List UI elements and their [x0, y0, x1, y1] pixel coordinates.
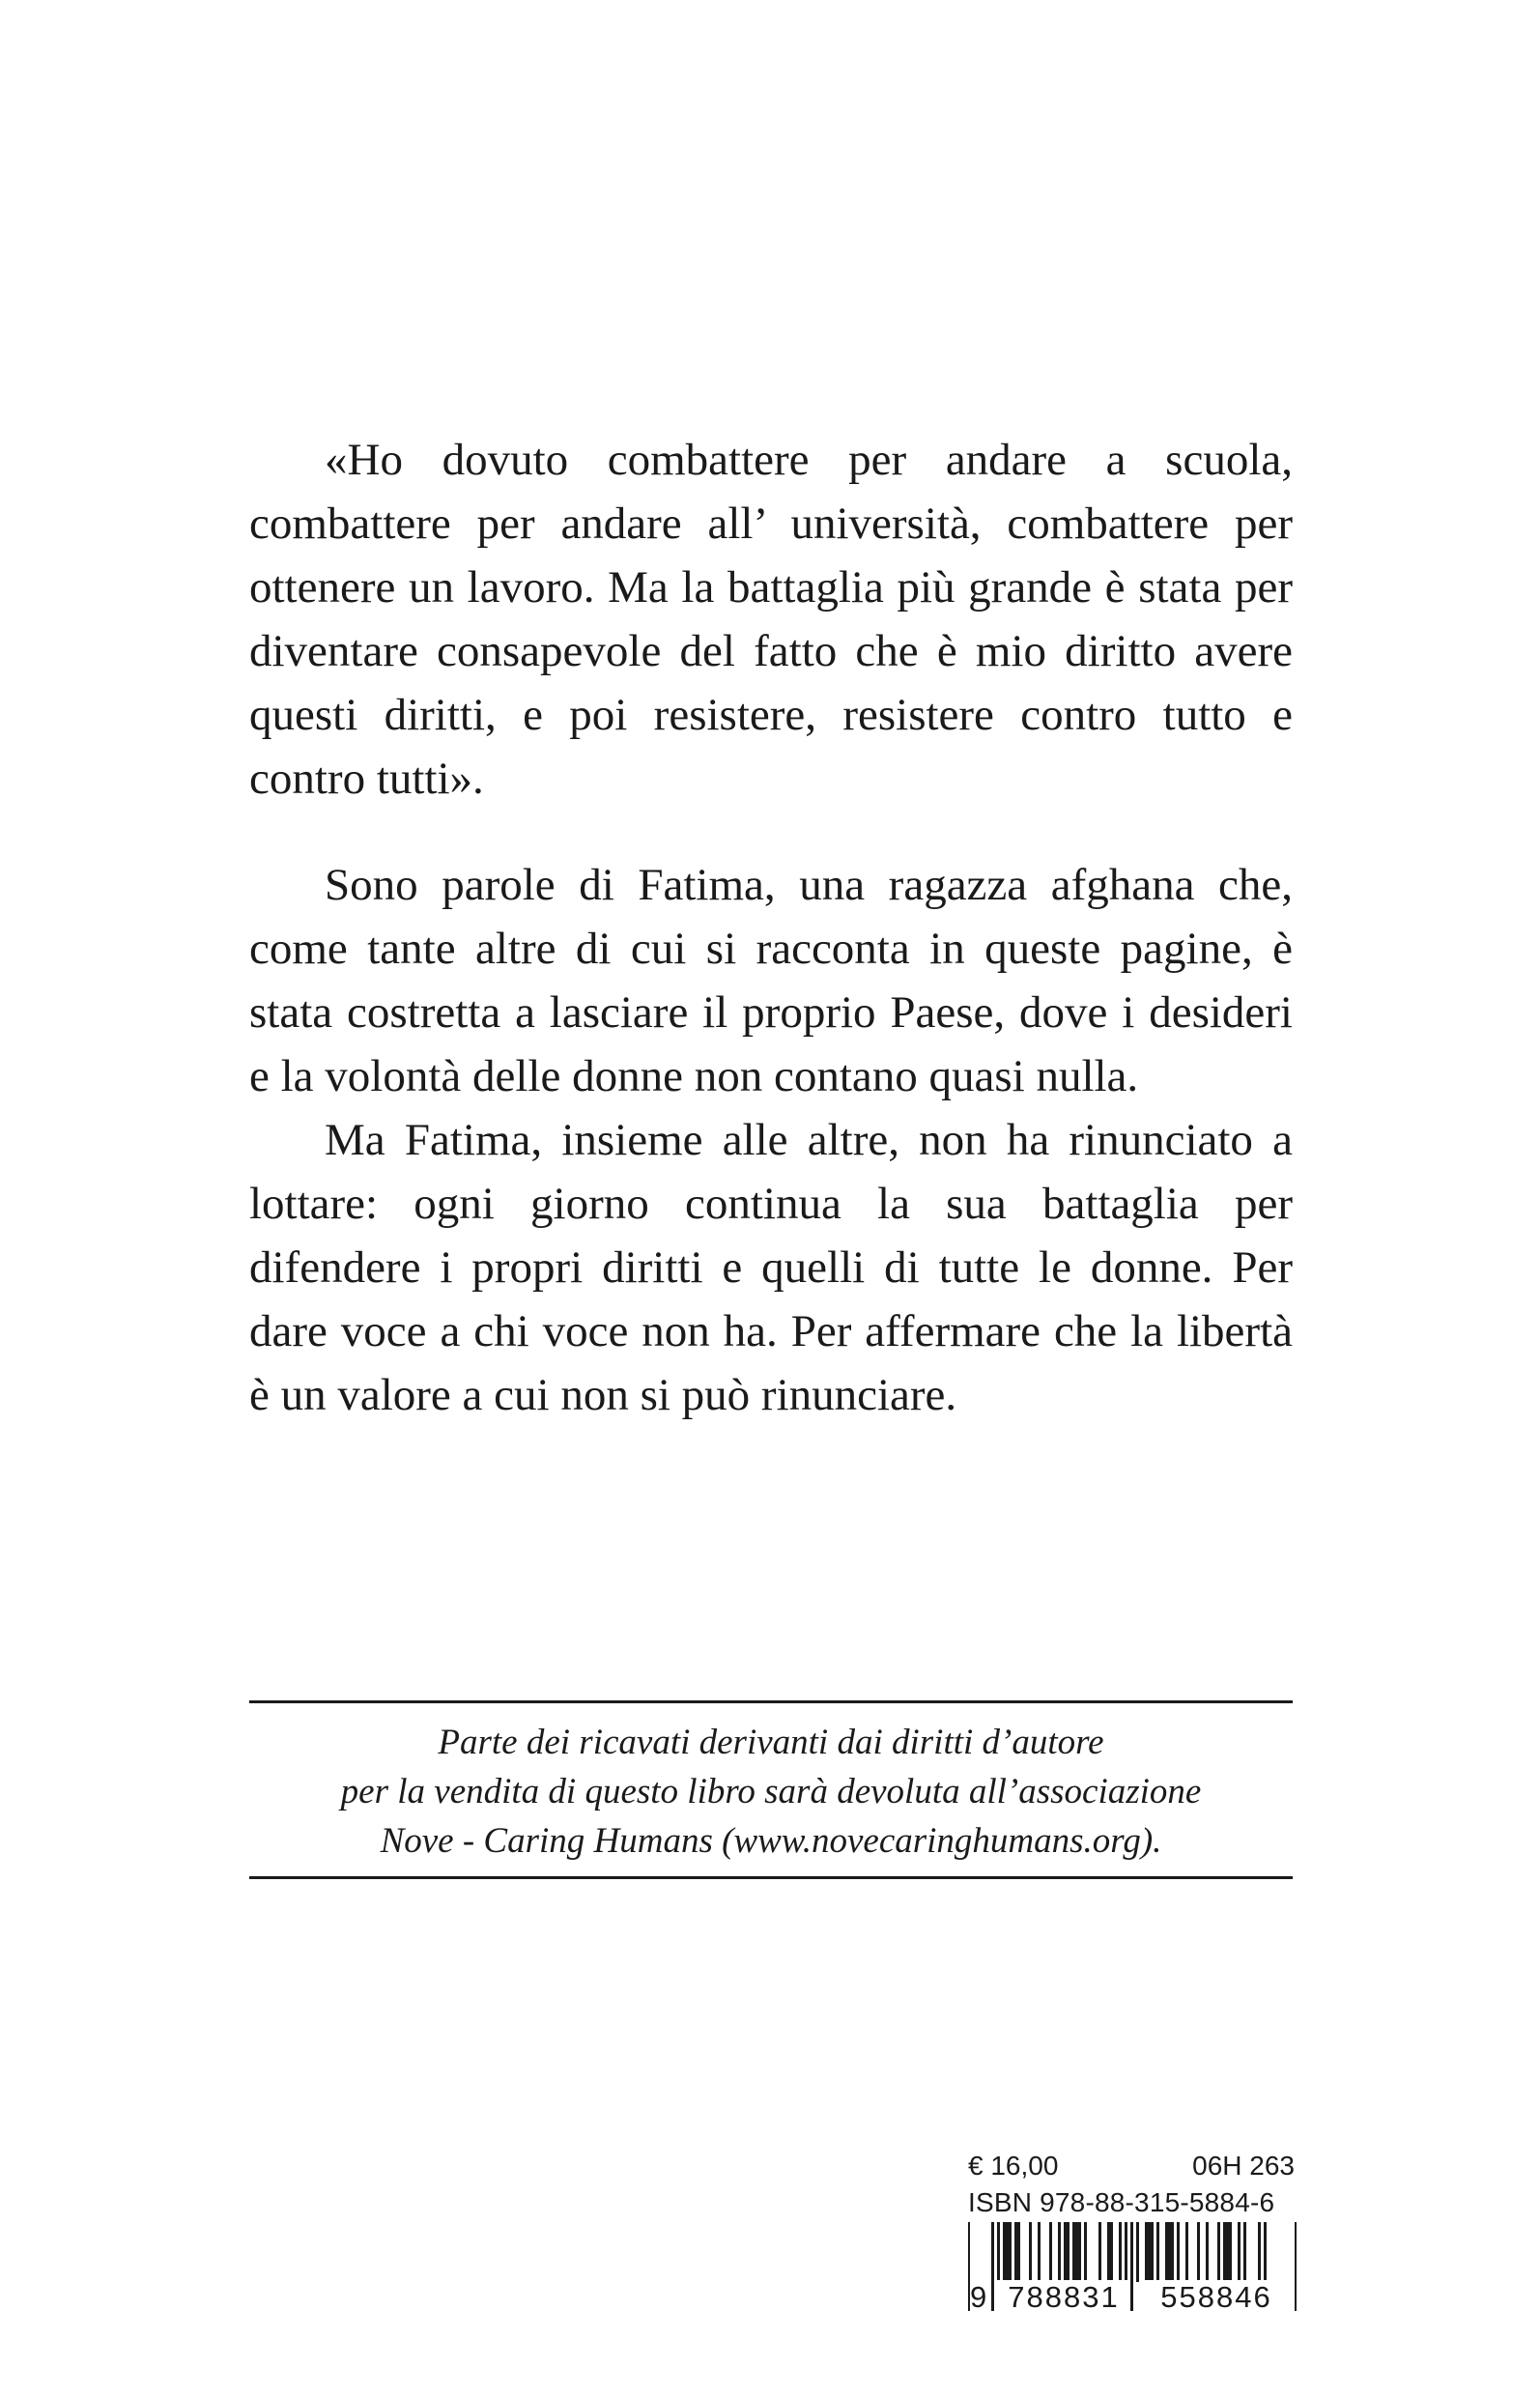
charity-note-line-2: per la vendita di questo libro sarà devoluta all’associazione: [340, 1772, 1202, 1811]
barcode-bar: [1009, 2222, 1012, 2282]
quote-paragraph: «Ho dovuto combattere per andare a scuola, combattere per andare all’ università, combattere per ottenere un lavoro. Ma la battaglia più grande è stata per diventare consapevole del fatto che è mio diritto avere questi diritti, e poi resistere, resistere contro tutto e contro tutti».: [249, 435, 1293, 804]
barcode-bar: [1014, 2222, 1017, 2282]
barcode-bar: [1003, 2222, 1006, 2282]
barcode-bar: [1058, 2222, 1061, 2282]
barcode-bar: [1206, 2222, 1209, 2282]
barcode-bar: [1006, 2222, 1009, 2282]
charity-note: [249, 1718, 1293, 1866]
blurb-paragraph-2: Ma Fatima, insieme alle altre, non ha rinunciato a lottare: ogni giorno continua la sua battaglia per difendere i propri diritti e quelli di tutte le donne. Per dare voce a chi voce non ha. Per affermare che la libertà è un valore a cui non si può rinunciare.: [249, 1115, 1293, 1420]
barcode-bar: [1064, 2222, 1067, 2282]
barcode-bar: [1084, 2222, 1087, 2282]
barcode-bar: [1197, 2222, 1200, 2282]
barcode-bar: [1217, 2222, 1220, 2282]
barcode-bar: [1238, 2222, 1241, 2282]
barcode-bar: [1107, 2222, 1110, 2282]
barcode-bar: [1017, 2222, 1020, 2282]
product-code: 06H 263: [1192, 2151, 1295, 2181]
barcode-bar: [1098, 2222, 1101, 2282]
barcode-bar: [1136, 2222, 1139, 2282]
barcode-bar: [1038, 2222, 1041, 2282]
barcode-bar: [1078, 2222, 1081, 2282]
barcode-bar: [1148, 2222, 1151, 2282]
barcode-bar: [1119, 2222, 1122, 2282]
barcode-bar: [1067, 2222, 1069, 2282]
barcode-bar: [1145, 2222, 1148, 2282]
ean-digits-right: 558846: [1144, 2280, 1289, 2315]
blurb-paragraph-1: Sono parole di Fatima, una ragazza afghana che, come tante altre di cui si racconta in queste pagine, è stata costretta a lasciare il proprio Paese, dove i desideri e la volontà delle donne non contano quasi nulla.: [249, 860, 1293, 1101]
barcode-bar: [1243, 2222, 1246, 2282]
barcode-bar: [1185, 2222, 1188, 2282]
barcode-bar: [1075, 2222, 1078, 2282]
ean-digits: [968, 2280, 1297, 2315]
barcode-bar: [1165, 2222, 1168, 2282]
ean-digit-first: 9: [970, 2280, 987, 2314]
charity-note-line-1: Parte dei ricavati derivanti dai diritti d’autore: [438, 1723, 1104, 1762]
barcode-bar: [1151, 2222, 1154, 2282]
barcode-bar: [1226, 2222, 1229, 2282]
isbn-label: ISBN 978-88-315-5884-6: [968, 2187, 1275, 2217]
barcode-area: [968, 2151, 1297, 2315]
note-bottom-rule: [249, 1876, 1293, 1879]
barcode-bar: [1229, 2222, 1232, 2282]
barcode-bar: [1223, 2222, 1226, 2282]
barcode-bar: [1072, 2222, 1075, 2282]
barcode-bar: [1168, 2222, 1171, 2282]
ean-digits-left: 788831: [997, 2280, 1130, 2315]
barcode-bar: [1171, 2222, 1174, 2282]
charity-note-line-3: Nove - Caring Humans (www.novecaringhumans.org).: [380, 1821, 1162, 1861]
barcode-bar: [1049, 2222, 1052, 2282]
barcode-bar: [1029, 2222, 1032, 2282]
note-top-rule: [249, 1700, 1293, 1703]
barcode-bar: [1110, 2222, 1113, 2282]
price-label: € 16,00: [968, 2151, 1059, 2181]
barcode-bar: [1156, 2222, 1159, 2282]
blurb-block: [249, 853, 1293, 1427]
quote-block: [249, 428, 1293, 811]
barcode-bar: [1177, 2222, 1180, 2282]
